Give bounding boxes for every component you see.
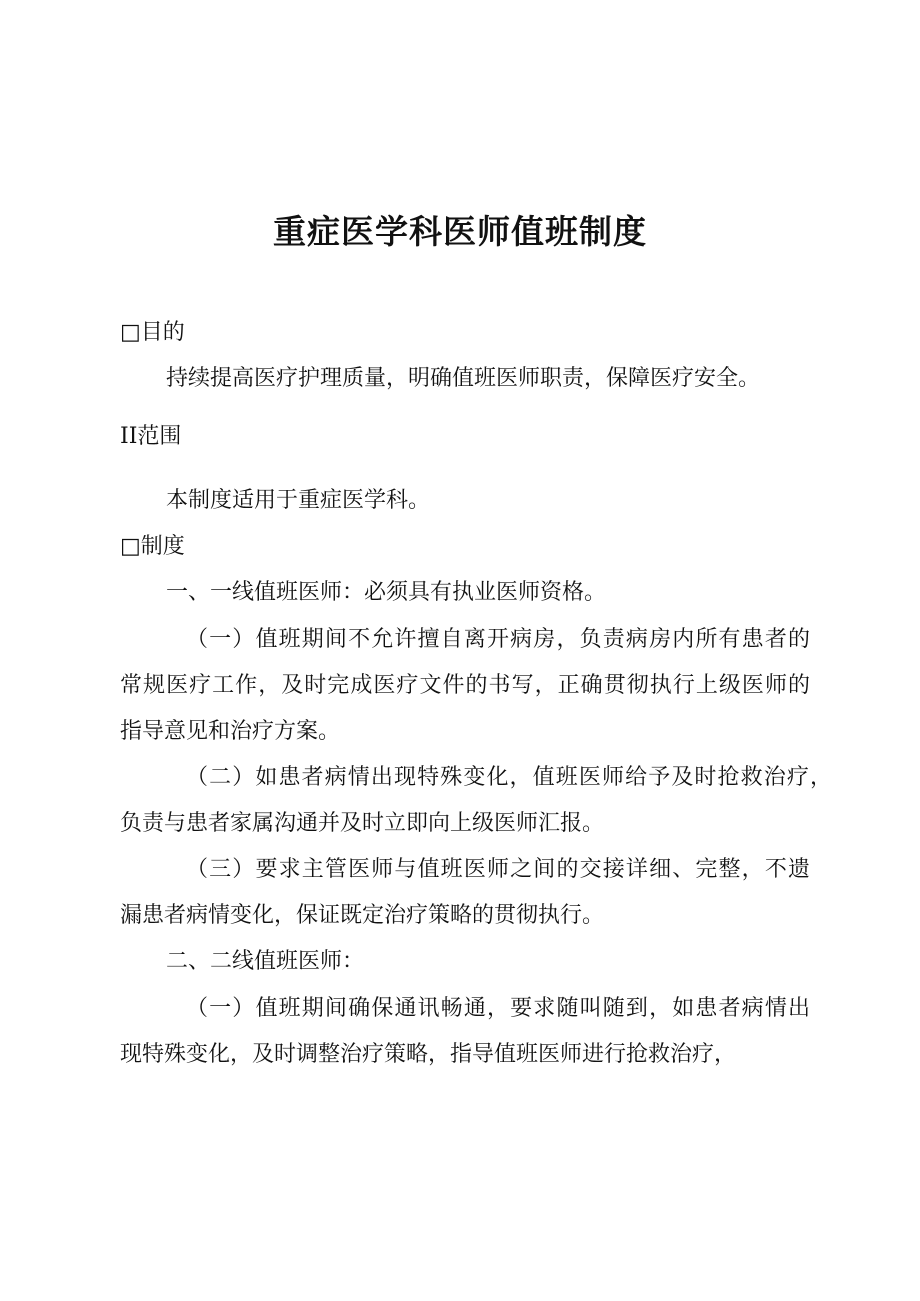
purpose-text: 持续提高医疗护理质量，明确值班医师职责，保障医疗安全。 (166, 366, 761, 391)
policy-item-2-1-line-2: 现特殊变化，及时调整治疗策略，指导值班医师进行抢救治疗， (120, 1042, 737, 1067)
policy-item-1-1-line-3: 指导意见和治疗方案。 (120, 719, 341, 744)
policy-item-1-2-line-1: （二）如患者病情出现特殊变化，值班医师给予及时抢救治疗， (186, 765, 832, 790)
policy-item-1-3-line-1: （三）要求主管医师与值班医师之间的交接详细、完整，不遗 (186, 857, 810, 882)
policy-item-1-1-line-2: 常规医疗工作，及时完成医疗文件的书写，正确贯彻执行上级医师的 (120, 673, 810, 698)
policy-item-2: 二、二线值班医师： (166, 949, 365, 974)
policy-item-1-3-line-2: 漏患者病情变化，保证既定治疗策略的贯彻执行。 (120, 903, 605, 928)
scope-text: 本制度适用于重症医学科。 (166, 488, 431, 513)
section-heading-scope: II范围 (120, 424, 182, 449)
section-heading-purpose: □目的 (120, 320, 185, 345)
document-title: 重症医学科医师值班制度 (273, 212, 647, 251)
policy-item-2-1-line-1: （一）值班期间确保通讯畅通，要求随叫随到，如患者病情出 (186, 996, 810, 1021)
policy-item-1-2-line-2: 负责与患者家属沟通并及时立即向上级医师汇报。 (120, 811, 605, 836)
policy-item-1: 一、一线值班医师：必须具有执业医师资格。 (166, 580, 607, 605)
policy-item-1-1-line-1: （一）值班期间不允许擅自离开病房，负责病房内所有患者的 (186, 627, 810, 652)
section-heading-policy: □制度 (120, 534, 185, 559)
